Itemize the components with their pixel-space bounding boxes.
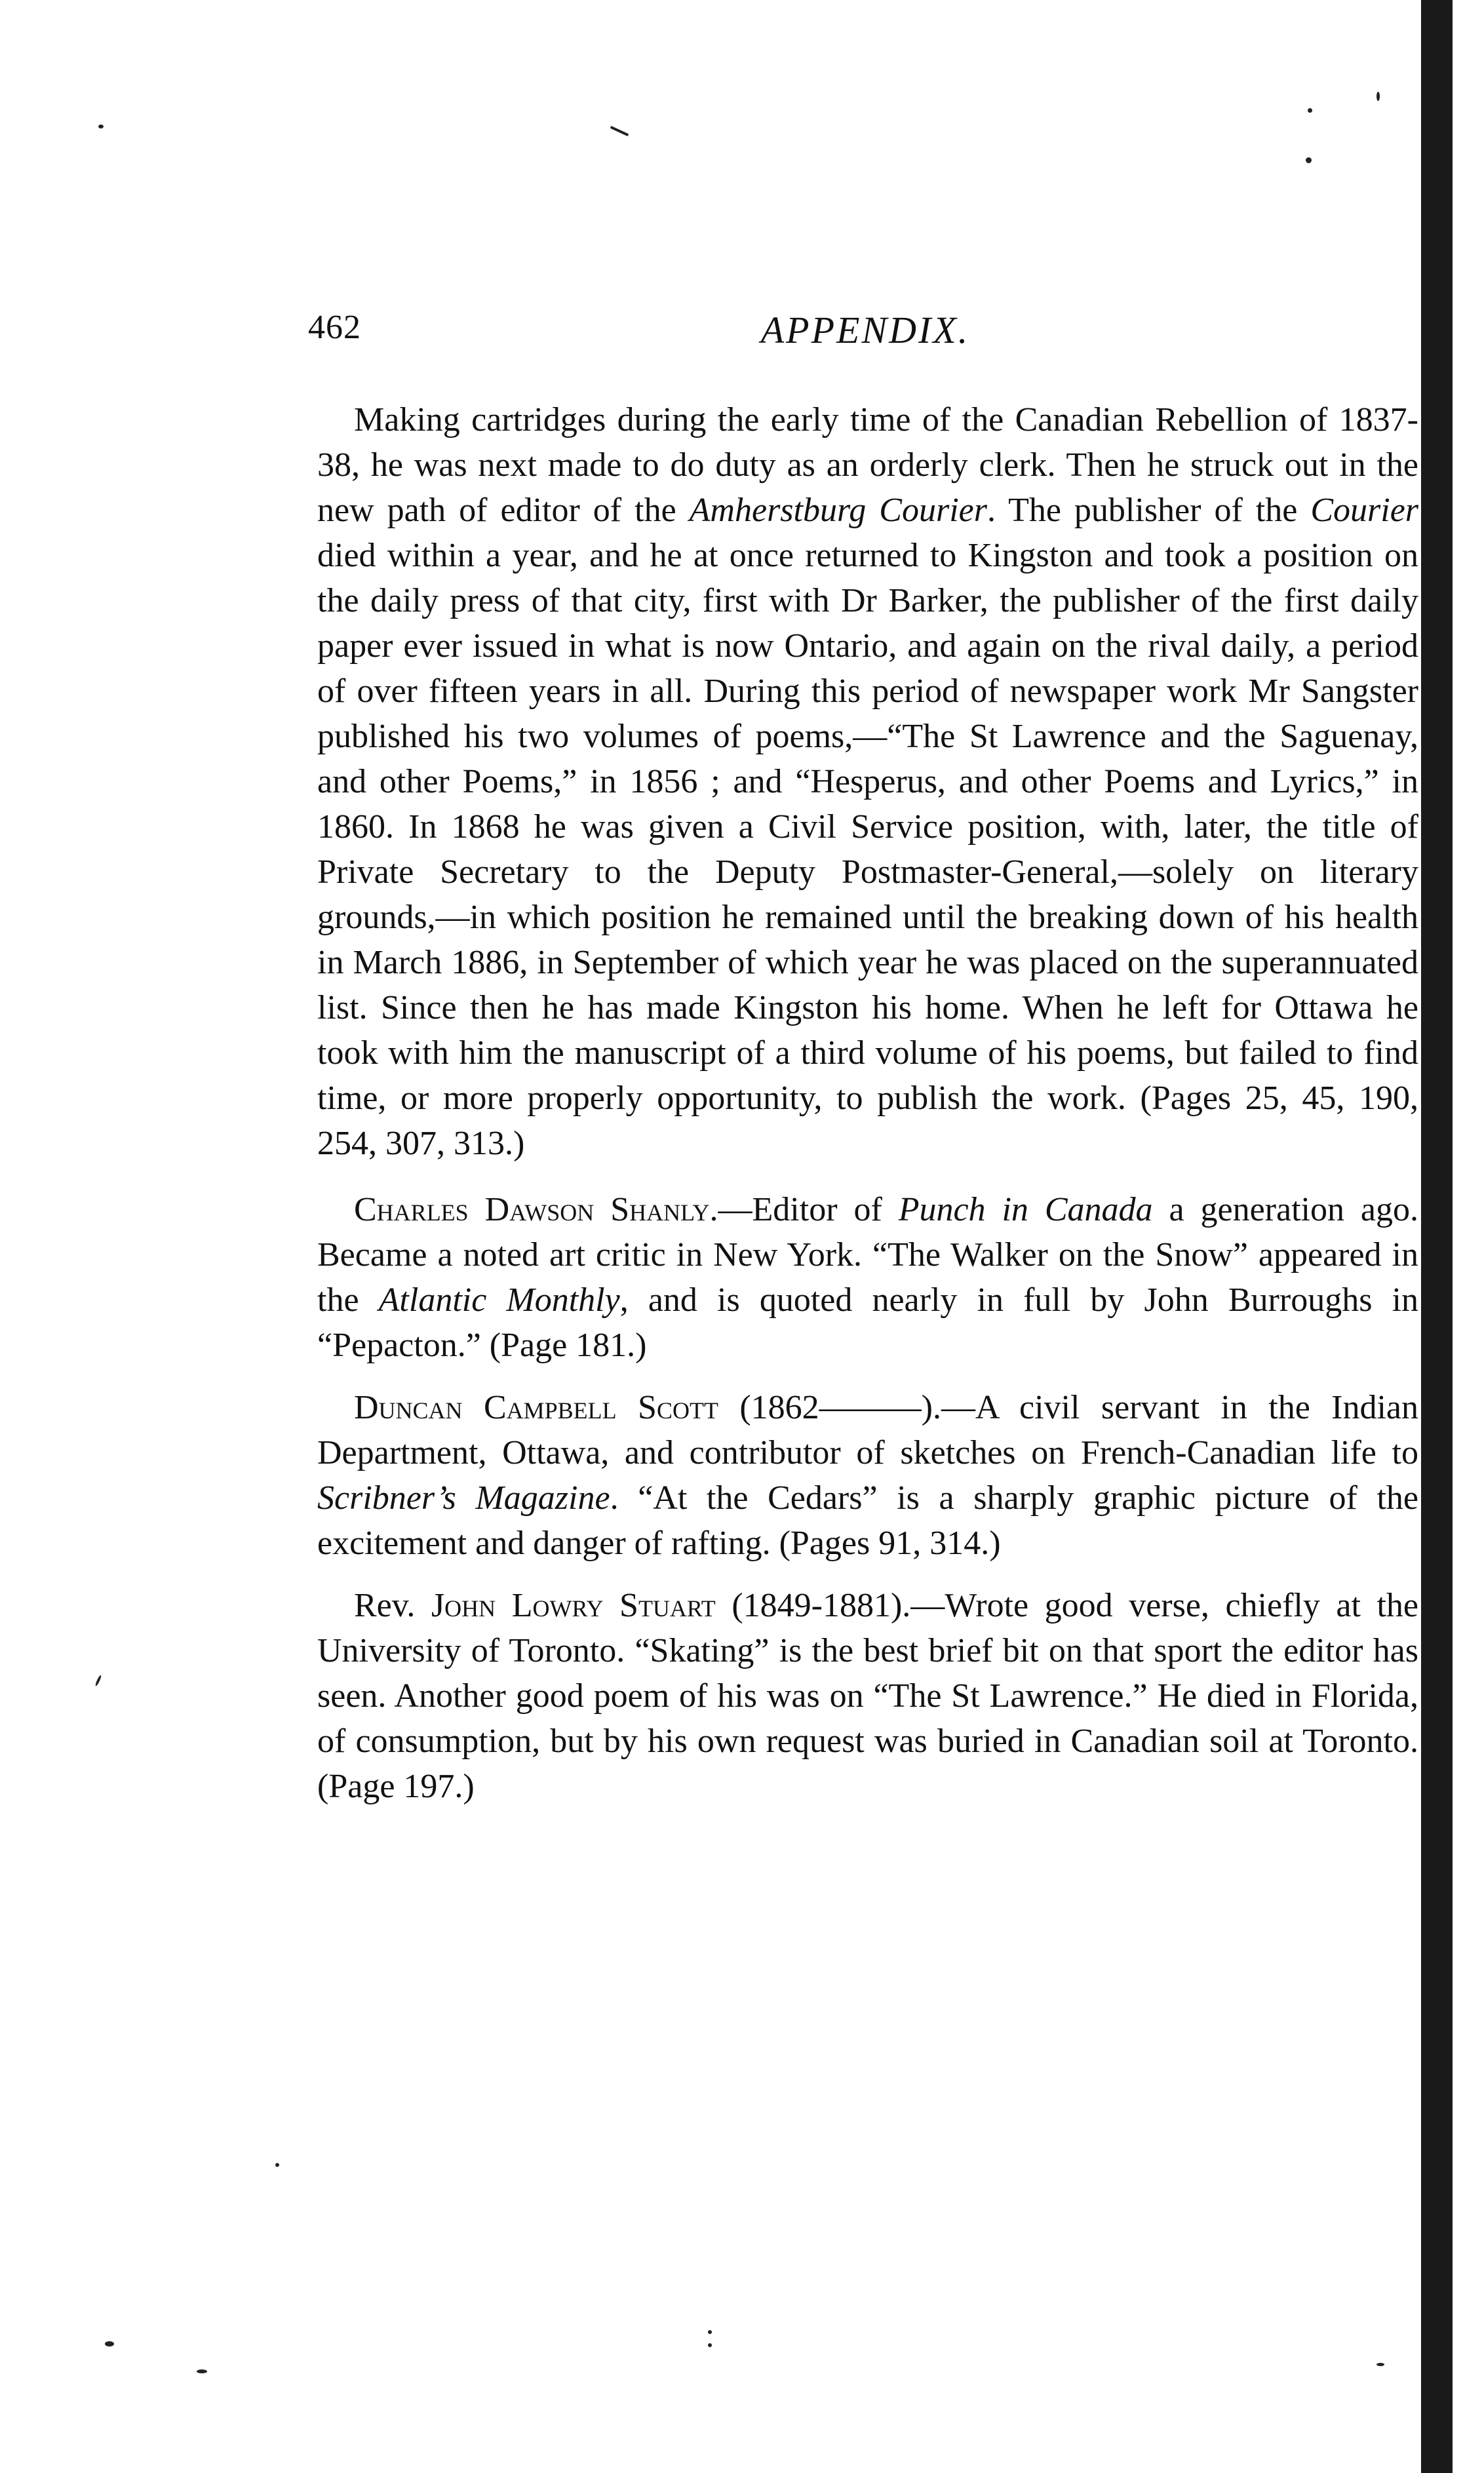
paragraph-shanly [317,1187,1418,1368]
scan-speck [197,2369,207,2373]
italic-title: Atlantic Monthly [378,1281,620,1319]
italic-title: Amherstburg Courier [689,492,987,529]
scan-speck [1306,157,1312,163]
paragraph-sangster [317,397,1418,1166]
text-run: (1862———).—A civil servant in the Indian Department, Ottawa, and contributor of sketches on French-Canadian life to [317,1389,1419,1471]
text-run: . The publisher of the [987,492,1311,529]
scan-speck [1377,92,1380,101]
scan-speck [98,125,104,128]
scan-speck [1308,108,1312,113]
page-number: 462 [308,309,361,346]
scan-speck [94,1675,102,1686]
scan-speck [708,2343,712,2347]
running-head: APPENDIX. [760,309,970,351]
text-run: Rev. [354,1587,431,1624]
italic-title: Punch in Canada [898,1191,1153,1228]
text-run: . “At the Cedars” is a sharply graphic picture of the excitement and danger of rafting. (Pages 91, 314.) [317,1479,1418,1562]
scan-speck [275,2163,279,2167]
text-run: died within a year, and he at once returned to Kingston and took a position on the daily press of that city, first with Dr Barker, the publisher of the first daily paper ever issued in what is now Ontario, and again on the rival daily, a period of over fifteen years in all. During this period of newspaper work Mr Sangster published his two volumes of poems,—“The St Lawrence and the Saguenay, and other Poems,” in 1856 ; and “Hesperus, and other Poems and Lyrics,” in 1860. In 1868 he was given a Civil Service position, with, later, the title of Private Secretary to the Deputy Postmaster-General,—solely on literary grounds,—in which position he remained until the breaking down of his health in March 1886, in September of which year he was placed on the superannuated list. Since then he has made Kingston his home. When he left for Ottawa he took with him the manuscript of a third volume of his poems, but failed to find time, or more properly opportunity, to publish the work. (Pages 25, 45, 190, 254, 307, 313.) [317,537,1418,1162]
entry-name: Duncan Campbell Scott [354,1389,718,1426]
entry-name: Charles Dawson Shanly. [354,1191,718,1228]
scan-speck [708,2330,712,2334]
italic-title: Scribner’s Magazine [317,1479,610,1517]
scan-edge [1421,0,1453,2473]
italic-title: Courier [1310,492,1419,529]
paragraph-stuart [317,1583,1418,1809]
page-header [308,308,1422,360]
entry-name: John Lowry Stuart [431,1587,716,1624]
text-run: a generation ago. Became a noted art critic in New York. “The Walker on the Snow” appeared in the [317,1191,1418,1319]
scan-speck [610,126,629,136]
text-run: —Editor of [718,1191,899,1228]
text-run: , and is quoted nearly in full by John Burroughs in “Pepacton.” (Page 181.) [317,1281,1418,1364]
scan-speck [105,2341,114,2346]
text-run: Making cartridges during the early time of the Canadian Rebellion of 1837-38, he was next made to do duty as an orderly clerk. Then he struck out in the new path of editor of the [317,401,1418,529]
body-text [317,397,1418,1809]
text-run: (1849-1881).—Wrote good verse, chiefly at the University of Toronto. “Skating” is the best brief bit on that sport the editor has seen. Another good poem of his was on “The St Lawrence.” He died in Florida, of consumption, but by his own request was buried in Canadian soil at Toronto. (Page 197.) [317,1587,1418,1805]
paragraph-scott [317,1385,1418,1566]
scan-speck [1377,2363,1384,2366]
